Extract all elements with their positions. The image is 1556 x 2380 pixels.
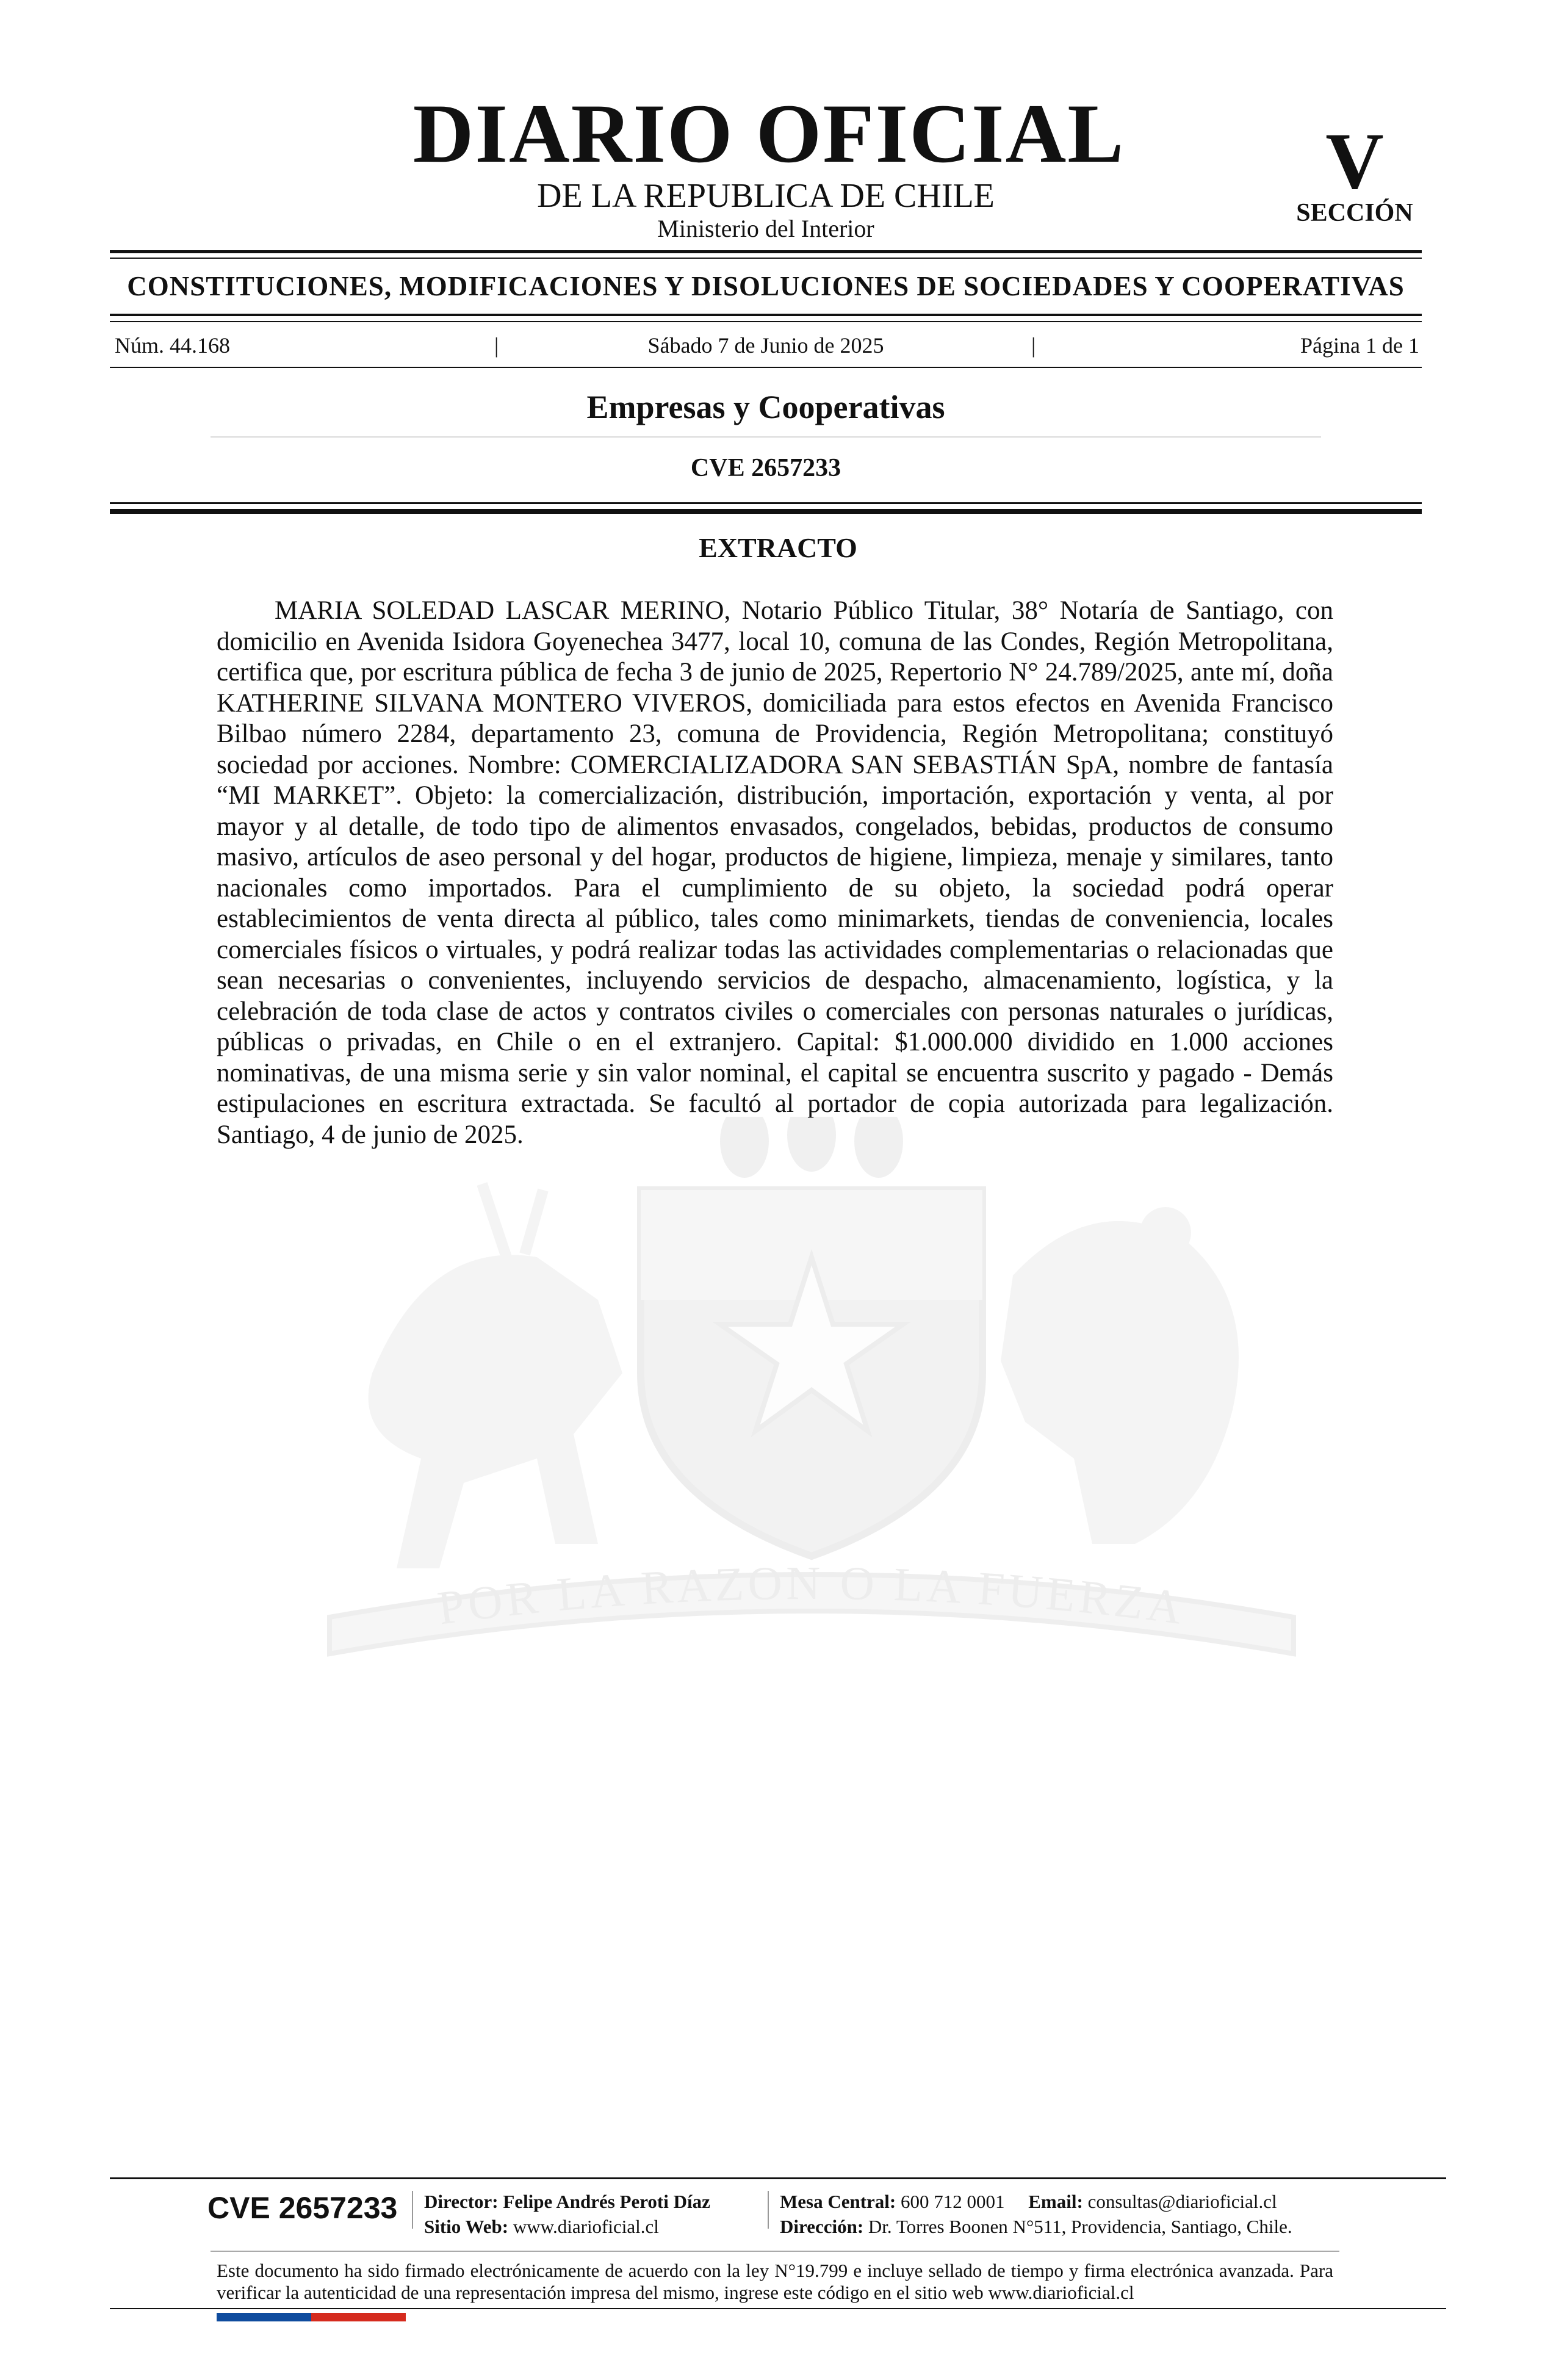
meta-separator: | bbox=[1031, 333, 1036, 358]
header-rule-thin bbox=[110, 502, 1422, 504]
masthead-rule-thick bbox=[110, 250, 1422, 253]
footer-rule-bottom bbox=[110, 2308, 1446, 2309]
site-label: Sitio Web: bbox=[424, 2216, 509, 2237]
issue-number: Núm. 44.168 bbox=[115, 333, 230, 358]
coat-of-arms-icon bbox=[281, 1117, 1342, 1666]
section-title: Empresas y Cooperativas bbox=[586, 389, 945, 425]
cve-code: CVE 2657233 bbox=[690, 454, 841, 482]
footer-separator bbox=[768, 2191, 769, 2229]
footer-cve-code: CVE 2657233 bbox=[207, 2191, 398, 2225]
section-word: SECCIÓN bbox=[1296, 199, 1413, 227]
email-link[interactable]: consultas@diarioficial.cl bbox=[1087, 2191, 1277, 2212]
newspaper-subtitle: DE LA REPUBLICA DE CHILE bbox=[537, 177, 995, 215]
footer-divider bbox=[211, 2251, 1339, 2252]
address-value: Dr. Torres Boonen N°511, Providencia, Santiago, Chile. bbox=[868, 2216, 1292, 2237]
category-rule-thin bbox=[110, 321, 1422, 322]
footer-separator bbox=[412, 2191, 413, 2229]
address-label: Dirección: bbox=[780, 2216, 864, 2237]
email-label: Email: bbox=[1028, 2191, 1083, 2212]
ministry-label: Ministerio del Interior bbox=[657, 215, 874, 242]
meta-rule bbox=[110, 367, 1422, 368]
footer-disclaimer: Este documento ha sido firmado electrónicamente de acuerdo con la ley N°19.799 e incluye sellado de tiempo y firma electrónica avanzada. Para verificar la autenticidad de una representación impresa del mismo, ingrese este código en el sitio web www.diarioficial.cl bbox=[217, 2260, 1333, 2303]
category-banner: CONSTITUCIONES, MODIFICACIONES Y DISOLUCIONES DE SOCIEDADES Y COOPERATIVAS bbox=[127, 271, 1405, 301]
footer-contact bbox=[780, 2192, 1277, 2211]
flag-stripe-red bbox=[311, 2313, 406, 2321]
meta-separator: | bbox=[494, 333, 499, 358]
mesa-label: Mesa Central: bbox=[780, 2191, 896, 2212]
motto-text: POR LA RAZON O LA FUERZA bbox=[434, 1556, 1189, 1635]
director-label: Director: bbox=[424, 2191, 499, 2212]
footer-address bbox=[780, 2217, 1292, 2236]
section-divider bbox=[211, 436, 1321, 438]
director-value: Felipe Andrés Peroti Díaz bbox=[503, 2191, 710, 2212]
document-heading: EXTRACTO bbox=[699, 532, 857, 563]
header-rule-thick bbox=[110, 509, 1422, 514]
footer-website bbox=[424, 2217, 659, 2236]
newspaper-title: DIARIO OFICIAL bbox=[412, 87, 1125, 180]
mesa-value: 600 712 0001 bbox=[901, 2191, 1005, 2212]
page-number: Página 1 de 1 bbox=[1300, 333, 1419, 358]
masthead-rule-thin bbox=[110, 258, 1422, 259]
flag-stripe-blue bbox=[217, 2313, 311, 2321]
category-rule-thick bbox=[110, 314, 1422, 316]
site-link[interactable]: www.diarioficial.cl bbox=[513, 2216, 659, 2237]
document-body: MARIA SOLEDAD LASCAR MERINO, Notario Público Titular, 38° Notaría de Santiago, con domicilio en Avenida Isidora Goyenechea 3477, local 10, comuna de las Condes, Región Metropolitana, certifica que, por escritura pública de fecha 3 de junio de 2025, Repertorio N° 24.789/2025, ante mí, doña KATHERINE SILVANA MONTERO VIVEROS, domiciliada para estos efectos en Avenida Francisco Bilbao número 2284, departamento 23, comuna de Providencia, Región Metropolitana; constituyó sociedad por acciones. Nombre: COMERCIALIZADORA SAN SEBASTIÁN SpA, nombre de fantasía “MI MARKET”. Objeto: la comercialización, distribución, importación, exportación y venta, al por mayor y al detalle, de todo tipo de alimentos envasados, congelados, bebidas, productos de consumo masivo, artículos de aseo personal y del hogar, productos de higiene, limpieza, menaje y similares, tanto nacionales como importados. Para el cumplimiento de su objeto, la sociedad podrá operar establecimientos de venta directa al público, tales como minimarkets, tiendas de conveniencia, locales comerciales físicos o virtuales, y podrá realizar todas las actividades complementarias o relacionadas que sean necesarias o convenientes, incluyendo servicios de despacho, almacenamiento, logística, y la celebración de toda clase de actos y contratos civiles o comerciales con personas naturales o jurídicas, públicas o privadas, en Chile o en el extranjero. Capital: $1.000.000 dividido en 1.000 acciones nominativas, de una misma serie y sin valor nominal, el capital se encuentra suscrito y pagado - Demás estipulaciones en escritura extractada. Se facultó al portador de copia autorizada para legalización. Santiago, 4 de junio de 2025. bbox=[217, 596, 1333, 1149]
section-letter: V bbox=[1325, 116, 1384, 206]
footer-director bbox=[424, 2192, 710, 2211]
footer-rule-top bbox=[110, 2177, 1446, 2179]
issue-date: Sábado 7 de Junio de 2025 bbox=[647, 333, 884, 358]
